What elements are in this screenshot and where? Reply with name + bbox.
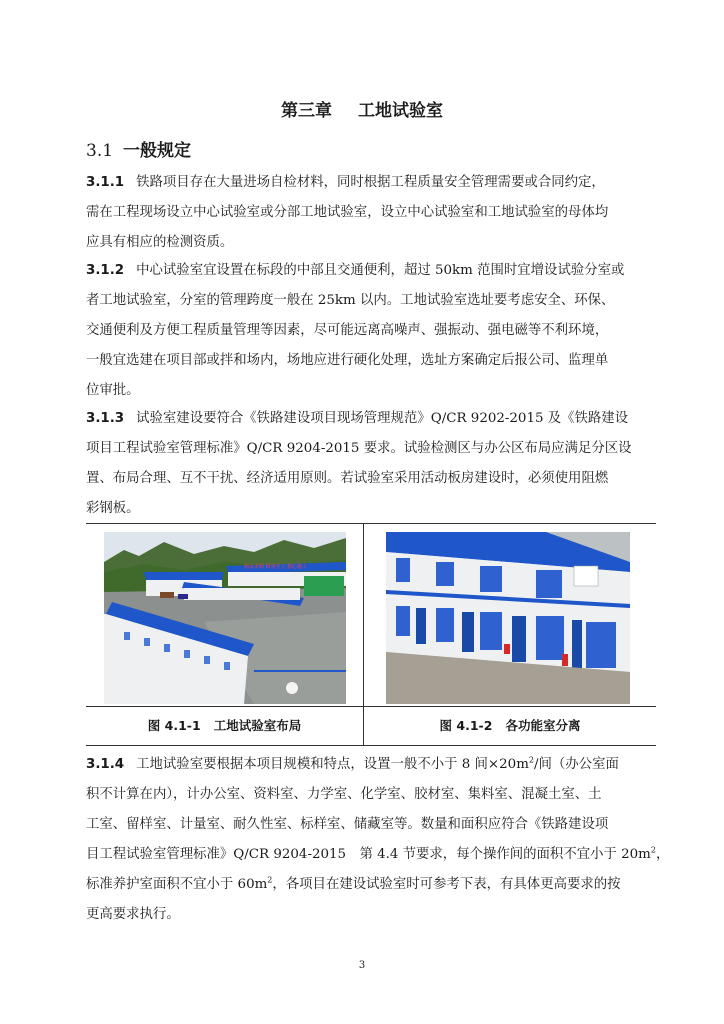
chapter-title: 工地试验室	[358, 101, 443, 121]
paragraph-line: 积不计算在内），计办公室、资料室、力学室、化学室、胶材室、集料室、混凝土室、土	[86, 787, 602, 802]
paragraph-3-1-4: 3.1.4 工地试验室要根据本项目规模和特点，设置一般不小于 8 间$\times 20m^2/$间（办公室面 积不计算在内），计办公室、资料室、力学室、化学室、胶材室、集料室、混凝土室、土 工室、留样室、计量室、耐久性室、标样室、储藏室等。数量和面积应符合《铁路建设项 目工程试验室管理标准》Q/CR 9204-2015 第 4.4 节要求，每个操作间的面积不宜小于 $20m^2$， 标准养护室面积不宜小于 $60m^2$，各项目在建设试验室时可参考下表，有具体更高要求的按 更高要求执行。	[86, 750, 656, 930]
banner-text: 精益求精 顾客至上 精心施工	[244, 564, 308, 570]
figure-number: 图 4.1-2	[439, 718, 493, 733]
paragraph-3-1-1	[86, 168, 656, 258]
paragraph-line: 置、布局合理、互不干扰、经济适用原则。若试验室采用活动板房建设时，必须使用阻燃	[86, 471, 609, 486]
figure-number: 图 4.1-1	[147, 718, 201, 733]
section-title: 一般规定	[123, 141, 192, 161]
figure-caption: 工地试验室布局	[213, 718, 302, 733]
paragraph-line: 试验室建设要符合《铁路建设项目现场管理规范》Q/CR 9202-2015 及《铁路建设	[136, 411, 629, 426]
paragraph-line: 中心试验室宜设置在标段的中部且交通便利，超过 50km 范围时宜增设试验分室或	[136, 263, 625, 278]
paragraph-line: 铁路项目存在大量进场自检材料，同时根据工程质量安全管理需要或合同约定，	[136, 175, 605, 190]
photo-lab-layout	[104, 532, 346, 704]
section-heading	[86, 136, 191, 161]
photo-functional-rooms	[386, 532, 630, 704]
paragraph-3-1-2	[86, 256, 656, 406]
section-number: 3.1	[86, 141, 114, 161]
clause-number: 3.1.3	[86, 411, 125, 426]
chapter-heading	[0, 96, 724, 121]
paragraph-line: 需在工程现场设立中心试验室或分部工地试验室，设立中心试验室和工地试验室的母体均	[86, 205, 609, 220]
chapter-number: 第三章	[281, 101, 332, 121]
figure-table	[86, 523, 656, 746]
clause-number: 3.1.2	[86, 263, 125, 278]
paragraph-3-1-3	[86, 404, 656, 524]
paragraph-line: 应具有相应的检测资质。	[86, 235, 234, 250]
paragraph-line: 交通便利及方便工程质量管理等因素，尽可能远离高噪声、强振动、强电磁等不利环境，	[86, 323, 609, 338]
paragraph-line: 项目工程试验室管理标准》Q/CR 9204-2015 要求。试验检测区与办公区布局应满足分区设	[86, 441, 632, 456]
figure-1-caption	[86, 716, 363, 734]
page-number: 3	[358, 960, 366, 971]
figure-caption: 各功能室分离	[505, 718, 581, 733]
paragraph-line: 者工地试验室，分室的管理跨度一般在 25km 以内。工地试验室选址要考虑安全、环保、	[86, 293, 615, 308]
paragraph-line: 工室、留样室、计量室、耐久性室、标样室、储藏室等。数量和面积应符合《铁路建设项	[86, 817, 609, 832]
paragraph-line: 一般宜选建在项目部或拌和场内，场地应进行硬化处理，选址方案确定后报公司、监理单	[86, 353, 609, 368]
clause-number: 3.1.4	[86, 757, 125, 772]
figure-2-caption	[364, 716, 656, 734]
paragraph-line: 彩钢板。	[86, 501, 140, 516]
paragraph-line: 位审批。	[86, 383, 140, 398]
paragraph-line: 更高要求执行。	[86, 907, 180, 922]
clause-number: 3.1.1	[86, 175, 125, 190]
